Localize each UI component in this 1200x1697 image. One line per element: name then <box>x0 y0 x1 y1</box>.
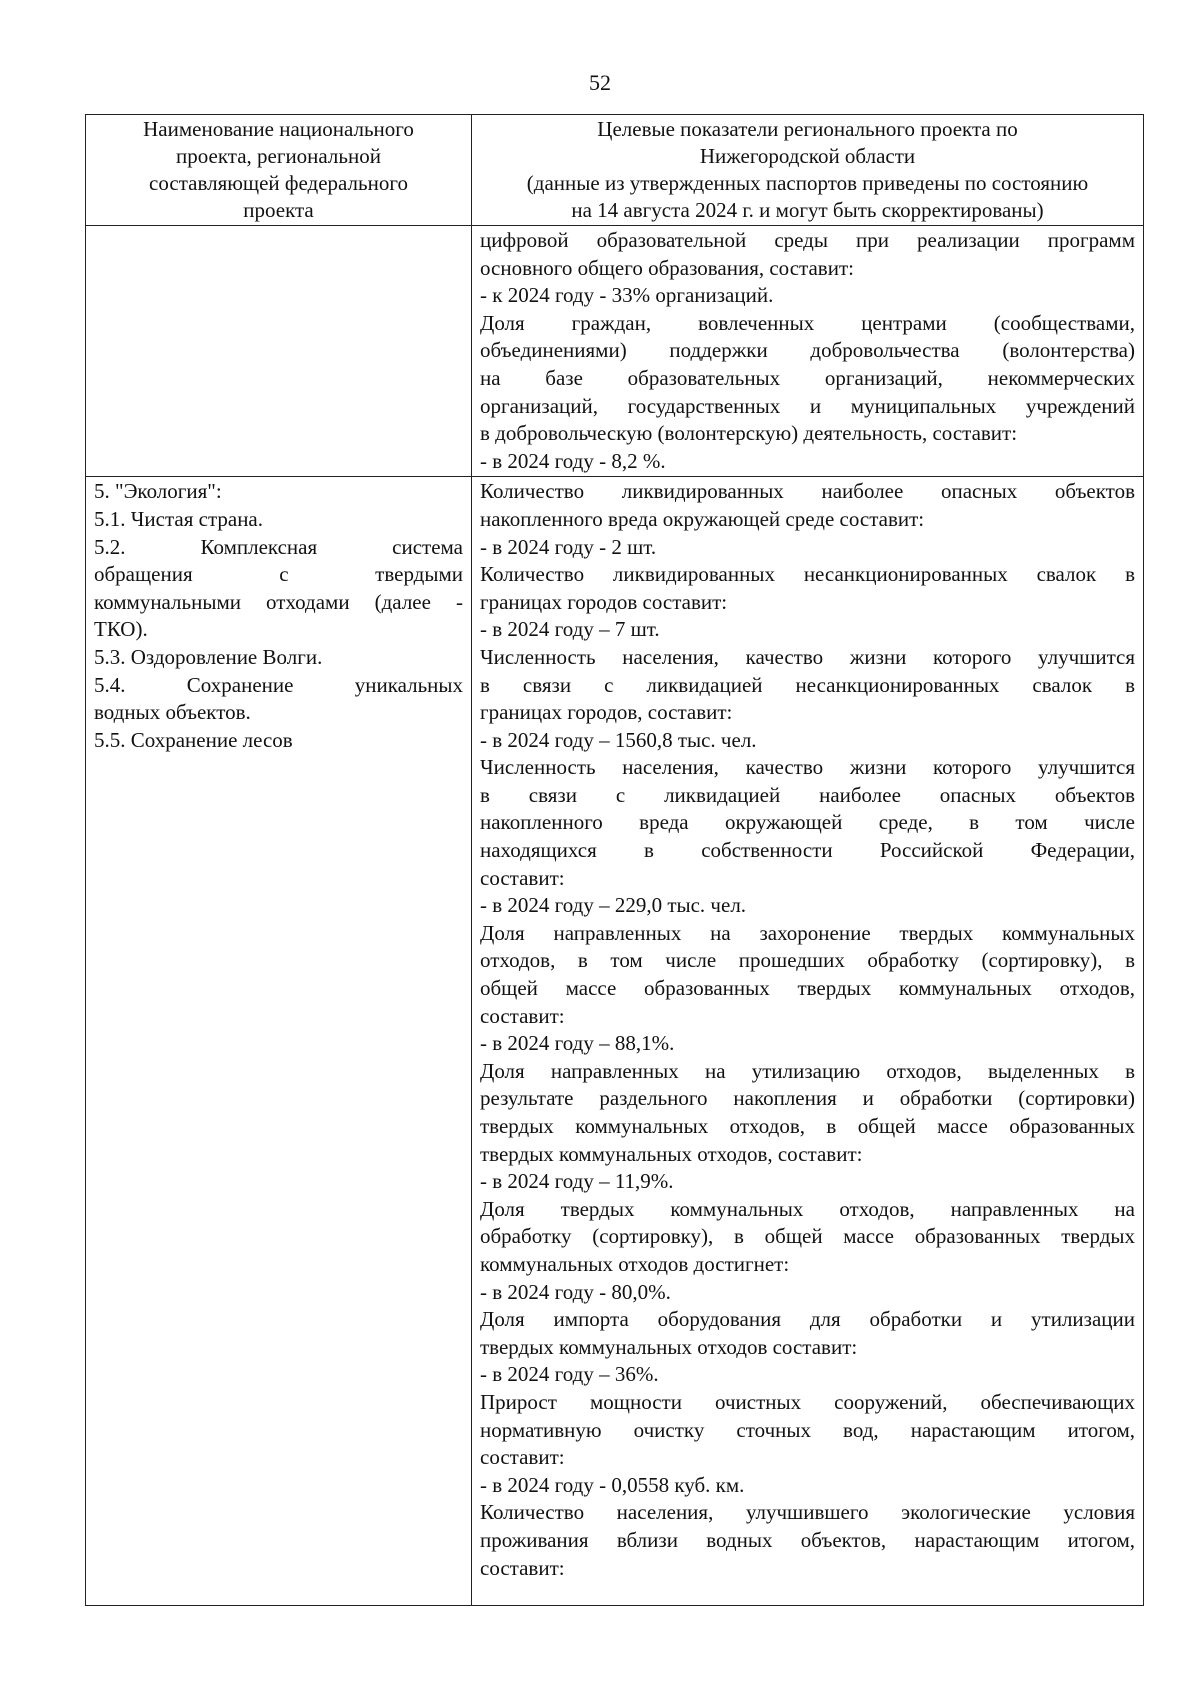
indicator-line: - в 2024 году – 88,1%. <box>480 1031 675 1056</box>
indicator-line: - в 2024 году - 80,0%. <box>480 1279 671 1304</box>
indicator-line: объединениями) поддержки добровольчества (волонтерства) <box>480 338 1135 363</box>
indicator-line: Количество ликвидированных наиболее опасных объектов <box>480 479 1135 504</box>
indicator-line: проживания вблизи водных объектов, нарастающим итогом, <box>480 1527 1135 1552</box>
row2-project-cell <box>86 477 472 1606</box>
project-line: 5.3. Оздоровление Волги. <box>94 644 323 669</box>
indicator-line: Доля граждан, вовлеченных центрами (сообществами, <box>480 310 1135 335</box>
indicator-line: на базе образовательных организаций, некоммерческих <box>480 365 1135 390</box>
indicator-line: цифровой образовательной среды при реализации программ <box>480 228 1135 252</box>
indicator-line: составит: <box>480 1445 565 1470</box>
indicators-table <box>85 114 1144 1606</box>
indicator-line: твердых коммунальных отходов составит: <box>480 1334 858 1359</box>
header-line: (данные из утвержденных паспортов приведены по состоянию <box>526 171 1089 195</box>
page-number: 52 <box>589 70 611 95</box>
indicator-line: накопленного вреда окружающей среде составит: <box>480 506 925 531</box>
indicator-line: обработку (сортировку), в общей массе образованных твердых <box>480 1224 1135 1249</box>
indicator-line: общей массе образованных твердых коммунальных отходов, <box>480 976 1135 1001</box>
project-line: ТКО). <box>94 617 148 642</box>
project-line: 5.2. Комплексная система <box>94 534 463 559</box>
indicator-line: составит: <box>480 865 565 890</box>
header-line: Нижегородской области <box>699 144 916 168</box>
header-line: проекта <box>243 198 314 222</box>
indicator-line: составит: <box>480 1555 565 1580</box>
indicator-line: накопленного вреда окружающей среде, в том числе <box>480 810 1135 835</box>
indicator-line: границах городов составит: <box>480 589 728 614</box>
indicator-line: Доля направленных на захоронение твердых коммунальных <box>480 920 1135 945</box>
indicator-line: коммунальных отходов достигнет: <box>480 1251 790 1276</box>
indicator-line: результате раздельного накопления и обработки (сортировки) <box>480 1086 1135 1111</box>
project-line: 5. "Экология": <box>94 479 222 504</box>
header-line: составляющей федерального <box>149 171 408 195</box>
indicator-line: находящихся в собственности Российской Федерации, <box>480 838 1135 863</box>
indicator-line: отходов, в том числе прошедших обработку (сортировку), в <box>480 948 1135 973</box>
indicator-line: - в 2024 году – 36%. <box>480 1362 659 1387</box>
header-line: проекта, региональной <box>176 144 381 168</box>
row1-indicators-cell <box>472 226 1144 477</box>
header-target-indicators <box>472 115 1144 226</box>
project-line: коммунальными отходами (далее - <box>94 589 463 614</box>
header-line: Наименование национального <box>143 117 414 141</box>
indicator-line: нормативную очистку сточных вод, нарастающим итогом, <box>480 1417 1135 1442</box>
indicator-line: - в 2024 году – 7 шт. <box>480 617 660 642</box>
indicator-line: - в 2024 году – 11,9%. <box>480 1169 674 1194</box>
project-line: 5.5. Сохранение лесов <box>94 727 293 752</box>
indicator-line: - в 2024 году – 229,0 тыс. чел. <box>480 893 747 918</box>
indicator-line: твердых коммунальных отходов, в общей массе образованных <box>480 1114 1135 1138</box>
header-line: на 14 августа 2024 г. и могут быть скорректированы) <box>571 198 1044 222</box>
header-project-name <box>86 115 472 226</box>
project-line: водных объектов. <box>94 700 251 725</box>
indicator-line: в добровольческую (волонтерскую) деятельность, составит: <box>480 421 1018 446</box>
indicator-line: Количество населения, улучшившего экологические условия <box>480 1500 1135 1525</box>
indicator-line: - в 2024 году – 1560,8 тыс. чел. <box>480 727 757 752</box>
indicator-line: - в 2024 году - 8,2 %. <box>480 448 666 473</box>
project-line: 5.4. Сохранение уникальных <box>94 672 463 697</box>
indicator-line: в связи с ликвидацией наиболее опасных объектов <box>480 782 1135 807</box>
table-header-row <box>86 115 1144 226</box>
indicator-line: твердых коммунальных отходов, составит: <box>480 1141 863 1166</box>
project-line: 5.1. Чистая страна. <box>94 506 264 531</box>
indicator-line: в связи с ликвидацией несанкционированных свалок в <box>480 672 1135 697</box>
indicator-line: Доля направленных на утилизацию отходов, выделенных в <box>480 1058 1135 1083</box>
indicator-line: границах городов, составит: <box>480 700 733 725</box>
indicator-line: - в 2024 году - 0,0558 куб. км. <box>480 1472 745 1497</box>
indicator-line: Доля импорта оборудования для обработки и утилизации <box>480 1307 1135 1332</box>
indicator-line: составит: <box>480 1003 565 1028</box>
indicator-line: Численность населения, качество жизни которого улучшится <box>480 644 1135 669</box>
indicator-line: - к 2024 году - 33% организаций. <box>480 283 774 308</box>
indicator-line: основного общего образования, составит: <box>480 255 854 280</box>
indicator-line: Прирост мощности очистных сооружений, обеспечивающих <box>480 1389 1135 1414</box>
indicator-line: Количество ликвидированных несанкционированных свалок в <box>480 562 1135 587</box>
indicator-line: Численность населения, качество жизни которого улучшится <box>480 755 1135 780</box>
indicator-line: организаций, государственных и муниципальных учреждений <box>480 393 1135 418</box>
indicator-line: Доля твердых коммунальных отходов, направленных на <box>480 1196 1135 1221</box>
indicator-line: - в 2024 году - 2 шт. <box>480 534 657 559</box>
row1-project-cell <box>86 226 472 477</box>
table-row <box>86 226 1144 477</box>
header-line: Целевые показатели регионального проекта по <box>597 117 1018 141</box>
project-line: обращения с твердыми <box>94 562 463 587</box>
row2-indicators-cell <box>472 477 1144 1606</box>
table-row <box>86 477 1144 1606</box>
